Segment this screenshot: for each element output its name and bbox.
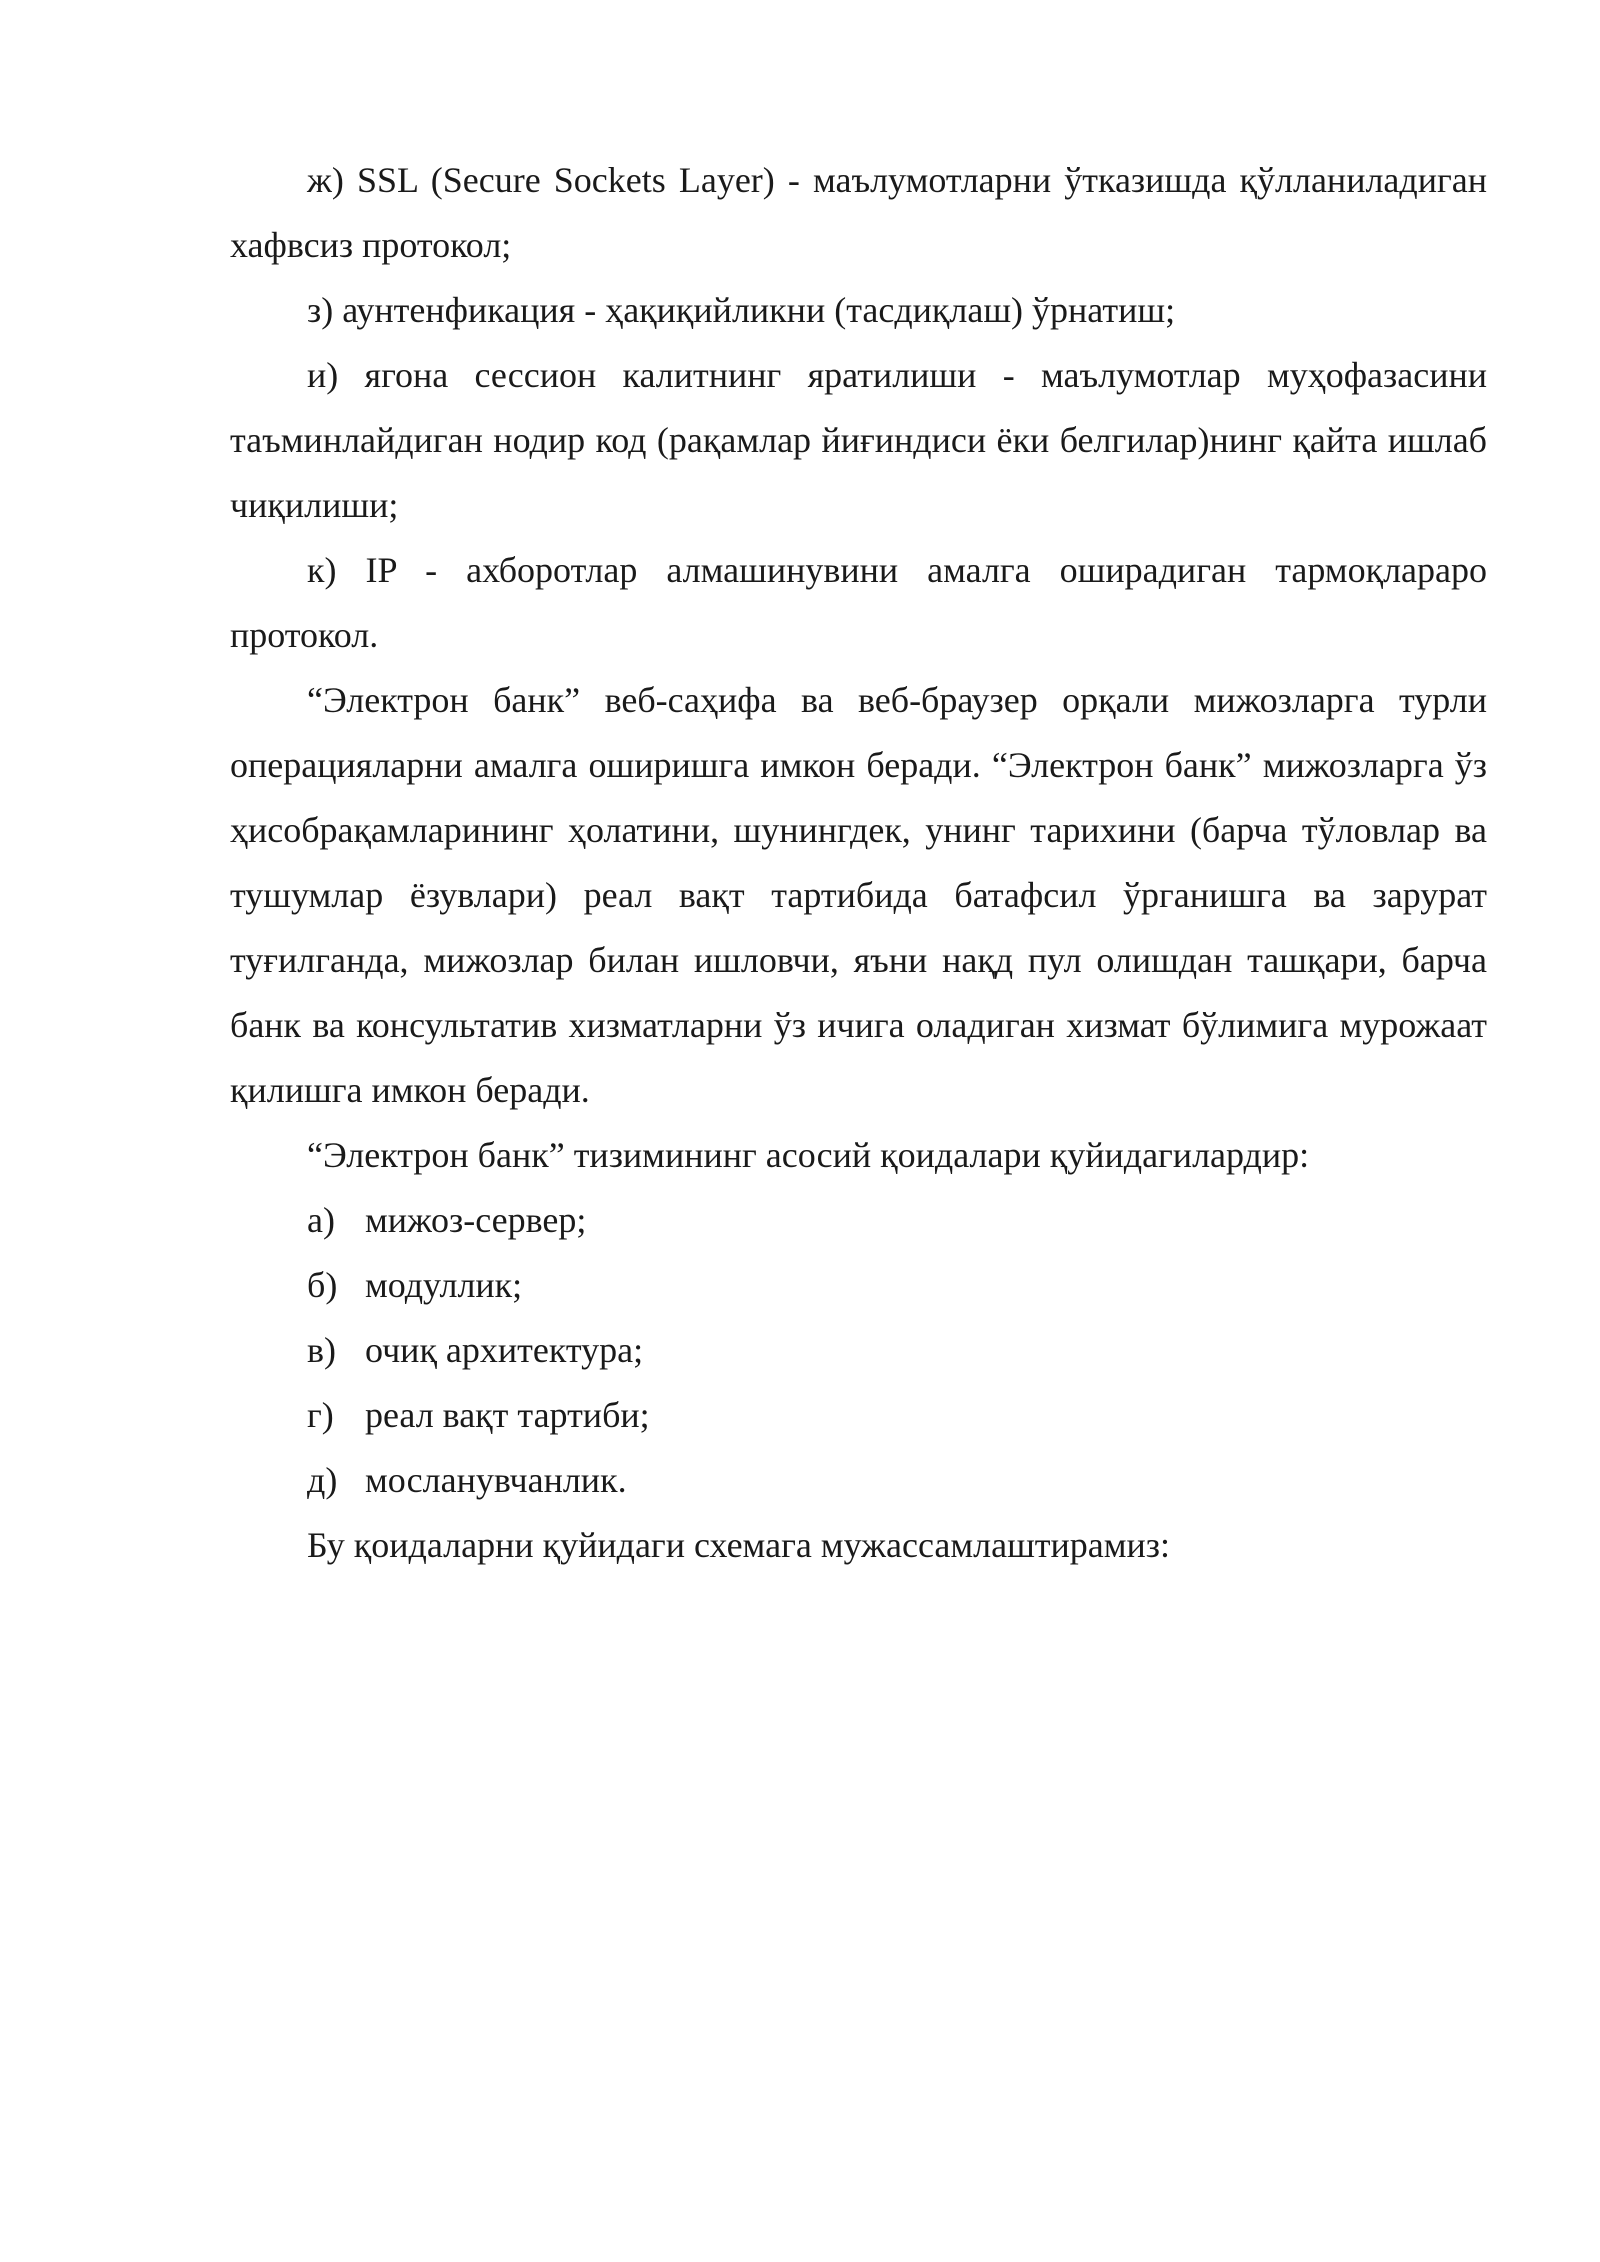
paragraph-session-key: и) ягона сессион калитнинг яратилиши - маълумотлар муҳофазасини таъминлайдиган нодир код (рақамлар йиғиндиси ёки белгилар)нинг қайта ишлаб чиқилиши; [230,355,1487,525]
paragraph-ip: к) IP - ахборотлар алмашинувини амалга оширадиган тармоқлараро протокол. [230,550,1487,655]
paragraph-ssl: ж) SSL (Secure Sockets Layer) - маълумотларни ўтказишда қўлланиладиган хафвсиз протокол; [230,160,1487,265]
list-marker: в) [307,1330,336,1370]
list-marker: д) [307,1460,338,1500]
list-item-text: очиқ архитектура; [365,1330,644,1370]
list-item [230,1253,1487,1318]
paragraph-principles-intro: “Электрон банк” тизимининг асосий қоидалари қуйидагилардир: [307,1135,1310,1175]
document-page [230,148,1487,1578]
paragraph-authentication: з) аунтенфикация - ҳақиқийликни (тасдиқлаш) ўрнатиш; [307,290,1176,330]
list-item-text: модуллик; [365,1265,523,1305]
list-marker: а) [307,1200,335,1240]
list-item-text: мосланувчанлик. [365,1460,627,1500]
list-marker: б) [307,1265,338,1305]
paragraph-electronic-bank: “Электрон банк” веб-саҳифа ва веб-браузер орқали мижозларга турли операцияларни амалга оширишга имкон беради. “Электрон банк” мижозларга ўз ҳисобрақамларининг ҳолатини, шунингдек, унинг тарихини (барча тўловлар ва тушумлар ёзувлари) реал вақт тартибида батафсил ўрганишга ва зарурат туғилганда, мижозлар билан ишловчи, яъни нақд пул олишдан ташқари, барча банк ва консультатив хизматларни ўз ичига оладиган хизмат бўлимига мурожаат қилишга имкон беради. [230,680,1487,1110]
list-item-text: реал вақт тартиби; [365,1395,650,1435]
list-marker: г) [307,1395,334,1435]
list-item [230,1448,1487,1513]
list-item [230,1383,1487,1448]
paragraph-closing: Бу қоидаларни қуйидаги схемага мужассамлаштирамиз: [307,1525,1171,1565]
list-item [230,1188,1487,1253]
list-item [230,1318,1487,1383]
list-item-text: мижоз-сервер; [365,1200,587,1240]
principles-list [230,1188,1487,1513]
